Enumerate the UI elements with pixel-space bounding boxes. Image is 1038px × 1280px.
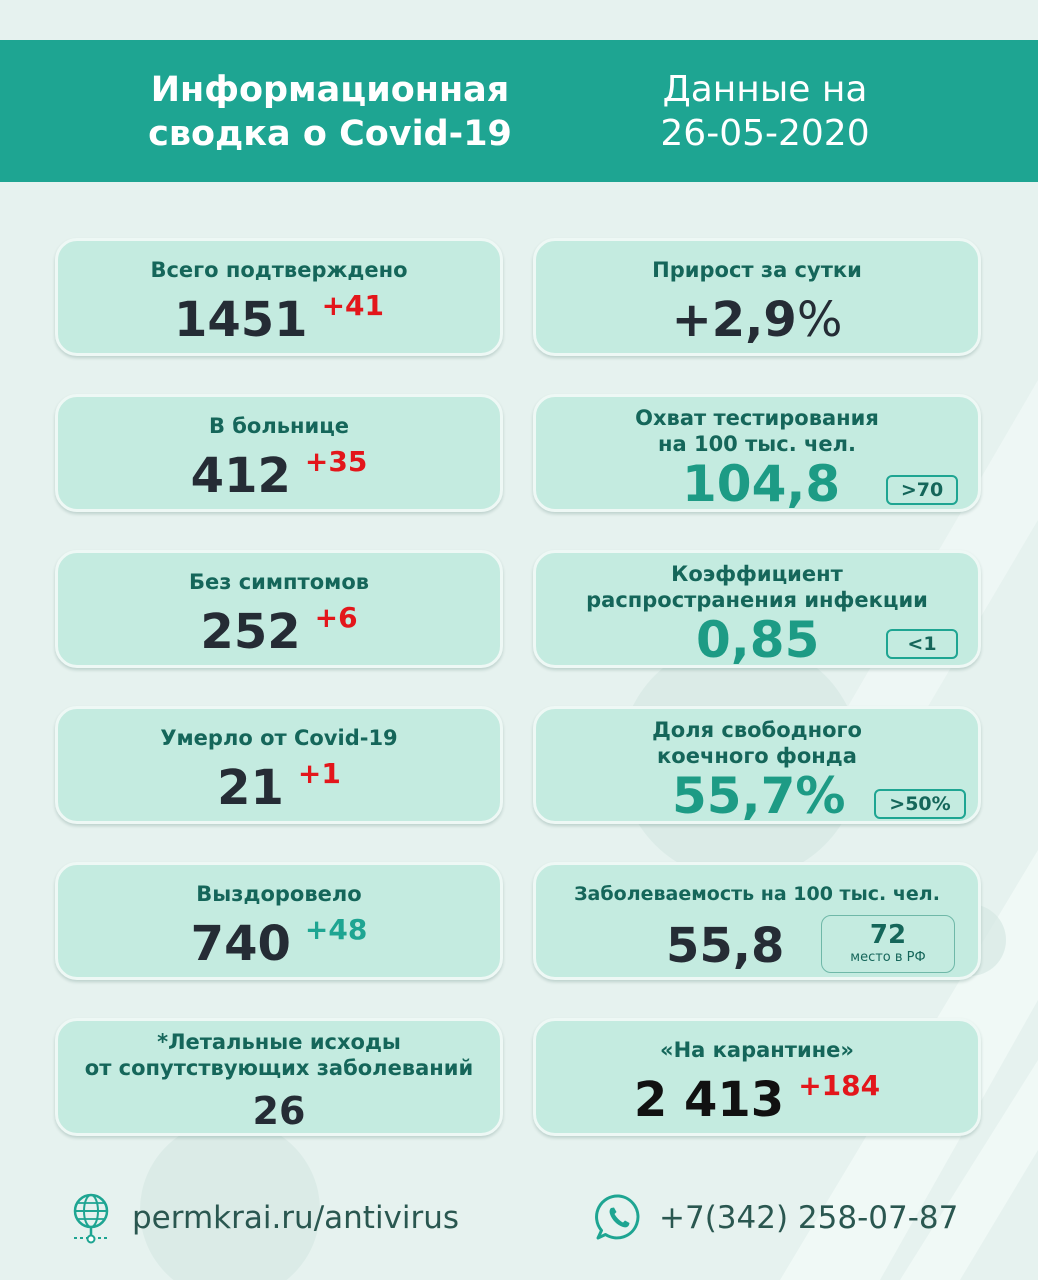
asymptomatic-delta: +6 xyxy=(314,601,358,634)
card-label: Выздоровело xyxy=(196,882,362,906)
value-row xyxy=(58,603,500,661)
card-incidence xyxy=(533,862,981,980)
value-row xyxy=(58,1089,500,1133)
card-total-confirmed xyxy=(55,238,503,356)
card-quarantine xyxy=(533,1018,981,1136)
page-title xyxy=(100,68,560,156)
card-label: «На карантине» xyxy=(660,1038,854,1062)
quarantine-delta: +184 xyxy=(798,1069,881,1102)
percent-sign: % xyxy=(796,292,843,348)
card-label xyxy=(58,1029,500,1081)
card-label-line-2: распространения инфекции xyxy=(586,588,928,612)
value-row xyxy=(58,915,500,973)
footer-website[interactable] xyxy=(70,1192,490,1244)
card-testing-coverage xyxy=(533,394,981,512)
card-asymptomatic xyxy=(55,550,503,668)
comorbidity-deaths-value: 26 xyxy=(252,1089,306,1133)
header-banner xyxy=(0,40,1038,182)
card-label: Заболеваемость на 100 тыс. чел. xyxy=(574,883,940,905)
deaths-value: 21 xyxy=(217,760,284,816)
card-label-line-1: *Летальные исходы xyxy=(157,1030,401,1054)
date-value: 26-05-2020 xyxy=(660,113,870,154)
reproduction-target-badge: <1 xyxy=(886,629,958,659)
card-label-line-1: Доля свободного xyxy=(652,718,862,742)
value-row xyxy=(536,291,978,349)
card-label xyxy=(536,717,978,769)
value-row xyxy=(536,1071,978,1129)
free-beds-value: 55,7% xyxy=(672,767,846,825)
rank-box xyxy=(821,915,955,973)
testing-coverage-value: 104,8 xyxy=(682,455,841,513)
deaths-delta: +1 xyxy=(297,757,341,790)
globe-icon xyxy=(70,1192,112,1248)
quarantine-value: 2 413 xyxy=(633,1072,785,1128)
whatsapp-icon xyxy=(593,1192,645,1244)
card-label-line-1: Коэффициент xyxy=(671,562,843,586)
value-row xyxy=(58,291,500,349)
report-date xyxy=(620,68,910,156)
card-label: Умерло от Covid-19 xyxy=(160,726,398,750)
card-comorbidity-deaths xyxy=(55,1018,503,1136)
recovered-value: 740 xyxy=(190,916,291,972)
website-link[interactable]: permkrai.ru/antivirus xyxy=(132,1200,460,1236)
card-label: Всего подтверждено xyxy=(150,258,408,282)
card-hospitalized xyxy=(55,394,503,512)
card-label-line-2: на 100 тыс. чел. xyxy=(657,432,857,456)
phone-number[interactable]: +7(342) 258-07-87 xyxy=(659,1200,959,1236)
card-label-line-1: Охват тестирования xyxy=(635,406,879,430)
title-line-1: Информационная xyxy=(150,70,510,110)
card-deaths xyxy=(55,706,503,824)
testing-target-badge: >70 xyxy=(886,475,958,505)
daily-growth-value: +2,9 xyxy=(671,292,797,348)
hospitalized-value: 412 xyxy=(190,448,291,504)
rank-number: 72 xyxy=(869,920,907,950)
value-row xyxy=(58,759,500,817)
card-free-beds xyxy=(533,706,981,824)
total-confirmed-value: 1451 xyxy=(173,292,308,348)
card-label-line-2: от сопутствующих заболеваний xyxy=(84,1056,474,1080)
card-label xyxy=(536,405,978,457)
date-label: Данные на xyxy=(662,69,868,110)
card-reproduction-rate xyxy=(533,550,981,668)
card-label: Прирост за сутки xyxy=(652,258,862,282)
card-label-line-2: коечного фонда xyxy=(657,744,857,768)
card-label xyxy=(536,561,978,613)
card-recovered xyxy=(55,862,503,980)
value-row xyxy=(58,447,500,505)
recovered-delta: +48 xyxy=(304,913,368,946)
card-daily-growth xyxy=(533,238,981,356)
asymptomatic-value: 252 xyxy=(200,604,301,660)
free-beds-target-badge: >50% xyxy=(874,789,966,819)
total-confirmed-delta: +41 xyxy=(321,289,385,322)
footer-phone[interactable] xyxy=(593,1192,973,1244)
hospitalized-delta: +35 xyxy=(304,445,368,478)
card-label: В больнице xyxy=(208,414,350,438)
reproduction-rate-value: 0,85 xyxy=(696,611,820,669)
incidence-value: 55,8 xyxy=(666,918,785,974)
rank-label: место в РФ xyxy=(850,950,926,965)
card-label: Без симптомов xyxy=(188,570,370,594)
title-line-2: сводка о Covid-19 xyxy=(148,114,512,154)
